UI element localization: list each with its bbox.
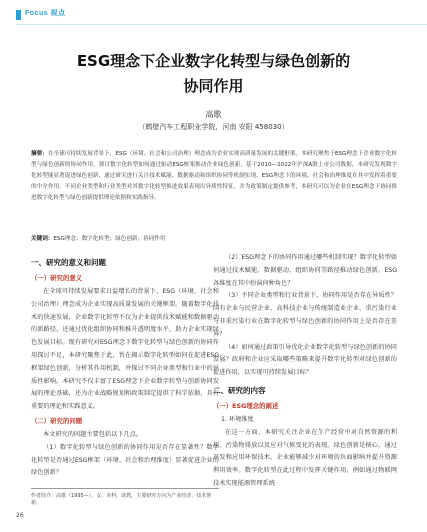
- subsection-heading-questions: （二）研究的问题: [31, 416, 83, 425]
- author-footnote: 作者简介：高歌（1995—），女，本科，助教，主要研究方向为产业经济，技术创新。: [31, 488, 219, 506]
- page-number: 26: [16, 512, 24, 519]
- subsection-heading-esg: （一）ESG理念的阐述: [213, 401, 279, 410]
- subsection-heading-significance: （一）研究的意义: [31, 274, 83, 282]
- keywords-text: ESG理念；数字化转型；绿色创新；协同作用: [53, 236, 166, 242]
- paragraph: （3）不同企业类型和行业背景下，协同作用是否存在异质性？国有企业与民营企业、高科技企业与传统制造业企业、重污染行业与非重污染行业在数字化转型与绿色创新的协同作用上是否存在差异？: [213, 292, 397, 338]
- header-rule: [16, 24, 427, 25]
- keywords-label: 关键词：: [31, 236, 54, 242]
- section-header: [16, 6, 427, 24]
- abstract-text: 在全球可持续发展背景下，ESG（环境、社会和公司治理）理念成为企业实现高质量发展的关键框架。本研究聚焦于ESG理念下企业数字化转型与绿色创新的协同作用，探讨数字化转型如何通过驱动ESG框架推动企业绿色创新。基于2010—2022年沪深A股上市公司数据，本研究发现数字化转型能显著促进绿色创新，通过研究进行关注技术赋能、数据驱动和组织协同等机制实现。ESG理念下的环境、社会和治理维度在其中发挥着重要的中介作用。不同企业类型和行业类型对其数字化转型推进效果表现出异质性特征，并为政策制定提供参考，本研究可以为企业在ESG理念下协同推进数字化转型与绿色创新提供理论依据和实践指导。: [31, 151, 397, 201]
- header-accent-bar: [16, 10, 21, 20]
- paragraph: （1）数字化转型与绿色创新的协同作用是否存在显著性？数字化转型是否通过ESG框架（环境、社会和治理维度）显著促进企业的绿色创新？: [31, 443, 219, 477]
- author-affiliation: （鹤壁汽车工程职业学院，河南 安阳 458030）: [138, 123, 289, 131]
- paragraph: 在这一方面，本研究关注企业在生产经营中对自然资源的利用、污染物排放以及应对气候变化的表现。绿色创新是核心，通过开发和应用环保技术，企业能够减少对环境的负面影响并提升资源利用效率。数字化转型在此过程中发挥关键作用，例如通过物联网技术实现能源管理系统: [213, 428, 397, 487]
- abstract: [31, 149, 397, 204]
- paragraph: 在全球可持续发展要求日益增长的背景下，ESG（环境、社会和公司治理）理念成为企业实现高质量发展的关键框架。随着数字化技术的快速发展，企业数字化转型不仅为企业提供技术赋能和数据驱动的新路径，还通过优化组织协同和推升透明度水平，助力企业实现绿色发展目标。现有研究对ESG理念下数字化转型与绿色创新的协同作用探讨不足，本研究聚焦于此，旨在揭示数字化转型如何在促进ESG框架绿色创新，分析其作用机制，并探讨不同企业类型和行业中的异质性影响。本研究不仅丰富了ESG理念下企业数字转型与创新协同发展的理论基础，还为企业战略规划和政策制定提供了科学依据，具有重要的理论和实践意义。: [31, 288, 219, 411]
- paragraph: 本文研究的问题主要包括以下几点。: [43, 430, 142, 438]
- author-name: 高歌: [205, 110, 222, 119]
- paragraph: （2）ESG理念下的协同作用通过哪些机制实现？数字化转型如何通过技术赋能、数据驱动、组织协同等路径推动绿色创新，ESG各维度在其中扮演何种角色？: [213, 254, 397, 287]
- article-title-line2: 协同作用: [183, 77, 244, 95]
- section-heading-2: 二、研究的内容: [213, 385, 266, 395]
- header-label: Focus 视点: [25, 10, 66, 17]
- paragraph: （4）如何通过政策引导优化企业数字化转型与绿色创新的协同发展？政府和企业应采取哪些策略来提升数字化转型对绿色创新的促进作用，以实现可持续发展目标？: [213, 343, 397, 377]
- keywords: [31, 234, 397, 242]
- article-title-line1: ESG理念下企业数字化转型与绿色创新的: [76, 52, 351, 70]
- section-heading-1: 一、研究的意义和问题: [31, 258, 106, 267]
- sub-subsection-heading-environment: 1. 环境维度: [221, 415, 254, 423]
- left-column: [31, 252, 219, 480]
- right-column: [213, 252, 397, 491]
- abstract-label: 摘要：: [31, 151, 48, 157]
